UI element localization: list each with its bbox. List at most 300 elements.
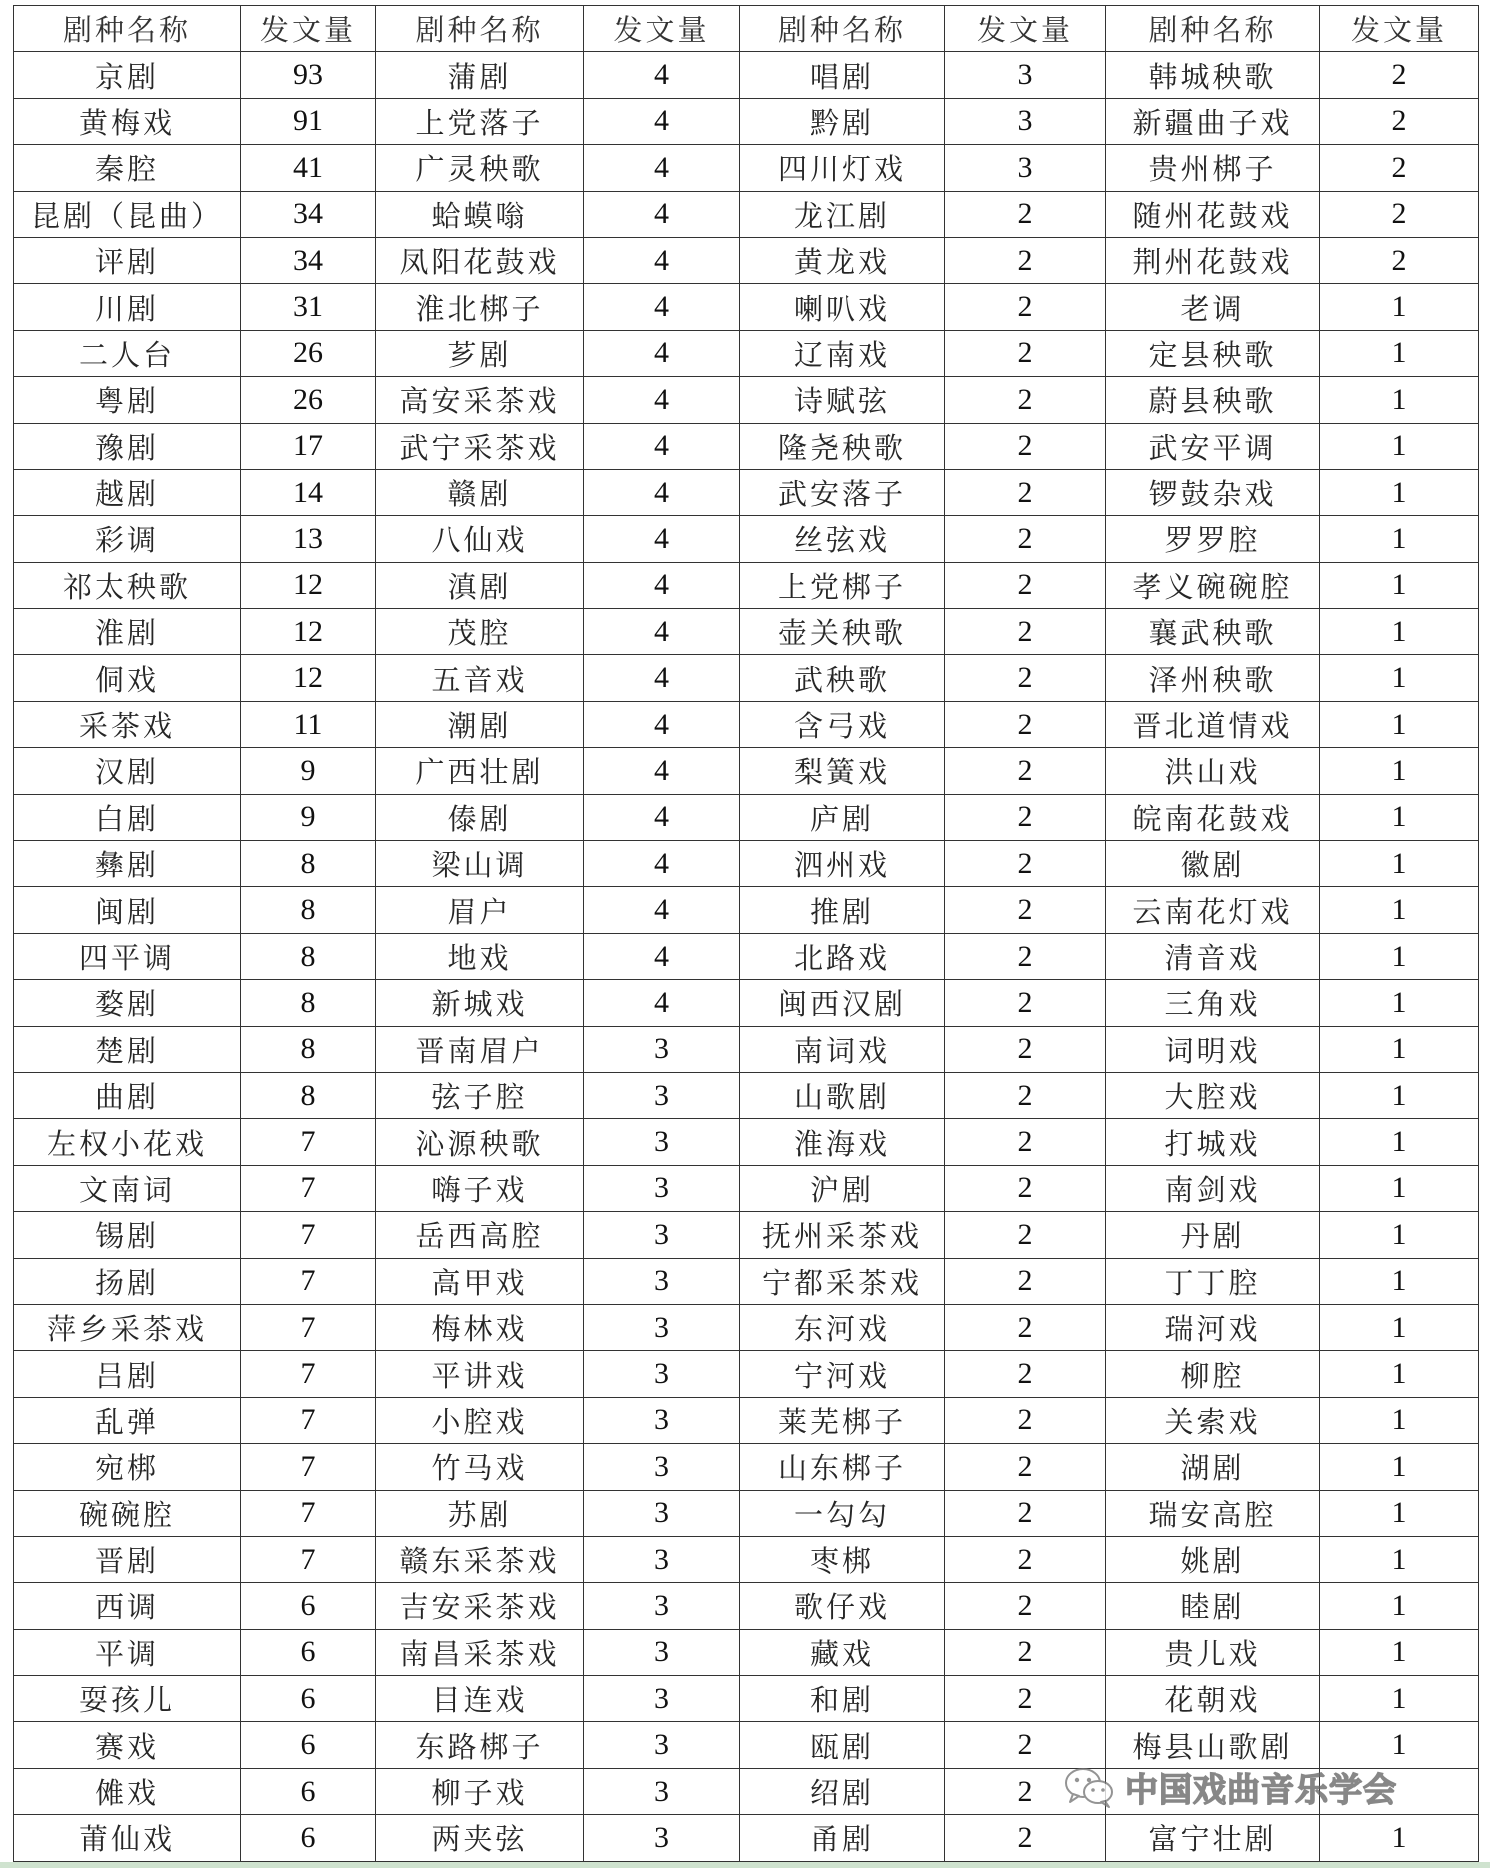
opera-name-cell: 丹剧 [1106, 1212, 1320, 1258]
opera-name-cell: 凤阳花鼓戏 [376, 237, 584, 283]
publication-count-cell: 2 [945, 469, 1106, 515]
publication-count-cell: 4 [584, 748, 740, 794]
opera-name-cell: 五音戏 [376, 655, 584, 701]
opera-name-cell: 曲剧 [14, 1072, 241, 1118]
opera-name-cell: 淮剧 [14, 609, 241, 655]
opera-name-cell: 一勾勾 [740, 1490, 945, 1536]
table-row [14, 1722, 1479, 1768]
opera-name-cell: 黔剧 [740, 98, 945, 144]
publication-count-cell: 2 [945, 562, 1106, 608]
publication-count-cell: 8 [241, 933, 376, 979]
publication-count-cell: 2 [1320, 98, 1479, 144]
publication-count-cell: 3 [584, 1722, 740, 1768]
publication-count-cell: 1 [1320, 330, 1479, 376]
opera-name-cell: 目连戏 [376, 1676, 584, 1722]
publication-count-cell: 2 [945, 748, 1106, 794]
table-body [14, 52, 1479, 1861]
table-row [14, 330, 1479, 376]
opera-name-cell: 豫剧 [14, 423, 241, 469]
opera-name-cell: 地戏 [376, 933, 584, 979]
publication-count-cell: 3 [584, 1768, 740, 1814]
publication-count-cell: 1 [1320, 284, 1479, 330]
publication-count-cell: 7 [241, 1536, 376, 1582]
publication-count-cell: 8 [241, 841, 376, 887]
opera-name-cell: 彩调 [14, 516, 241, 562]
publication-count-cell: 1 [1320, 562, 1479, 608]
publication-count-cell: 2 [945, 1026, 1106, 1072]
publication-count-cell: 1 [1320, 1304, 1479, 1350]
publication-count-cell: 4 [584, 701, 740, 747]
opera-name-cell: 京剧 [14, 52, 241, 98]
opera-publication-table [13, 5, 1479, 1862]
opera-name-cell: 文南词 [14, 1165, 241, 1211]
publication-count-cell: 1 [1320, 1351, 1479, 1397]
opera-name-cell: 南剑戏 [1106, 1165, 1320, 1211]
opera-name-cell: 沁源秧歌 [376, 1119, 584, 1165]
publication-count-cell: 1 [1320, 1676, 1479, 1722]
opera-name-cell: 关索戏 [1106, 1397, 1320, 1443]
opera-name-cell: 锡剧 [14, 1212, 241, 1258]
opera-name-cell: 南词戏 [740, 1026, 945, 1072]
publication-count-cell: 2 [945, 609, 1106, 655]
publication-count-cell: 6 [241, 1768, 376, 1814]
opera-name-cell: 赣剧 [376, 469, 584, 515]
opera-name-cell: 丝弦戏 [740, 516, 945, 562]
opera-name-cell: 晋北道情戏 [1106, 701, 1320, 747]
opera-name-cell: 傩戏 [14, 1768, 241, 1814]
opera-name-cell: 楚剧 [14, 1026, 241, 1072]
publication-count-cell: 2 [945, 1119, 1106, 1165]
publication-count-cell: 1 [1320, 1722, 1479, 1768]
table-row [14, 1536, 1479, 1582]
table-row [14, 1583, 1479, 1629]
table-row [14, 841, 1479, 887]
publication-count-cell: 4 [584, 191, 740, 237]
opera-name-cell: 晋剧 [14, 1536, 241, 1582]
publication-count-cell: 1 [1320, 1490, 1479, 1536]
publication-count-cell: 2 [945, 284, 1106, 330]
publication-count-cell: 7 [241, 1397, 376, 1443]
publication-count-cell: 4 [584, 52, 740, 98]
opera-name-cell: 三角戏 [1106, 980, 1320, 1026]
opera-name-cell: 岳西高腔 [376, 1212, 584, 1258]
publication-count-cell: 7 [241, 1119, 376, 1165]
publication-count-cell [1320, 1768, 1479, 1814]
opera-name-cell: 瑞河戏 [1106, 1304, 1320, 1350]
opera-name-cell: 武安落子 [740, 469, 945, 515]
table-row [14, 1258, 1479, 1304]
publication-count-cell: 1 [1320, 794, 1479, 840]
publication-count-cell: 4 [584, 841, 740, 887]
opera-name-cell: 新城戏 [376, 980, 584, 1026]
publication-count-cell: 41 [241, 145, 376, 191]
opera-name-cell: 茂腔 [376, 609, 584, 655]
opera-name-cell: 白剧 [14, 794, 241, 840]
opera-name-cell: 徽剧 [1106, 841, 1320, 887]
opera-name-cell: 川剧 [14, 284, 241, 330]
publication-count-cell: 2 [945, 1676, 1106, 1722]
opera-name-cell: 越剧 [14, 469, 241, 515]
opera-name-cell: 湖剧 [1106, 1444, 1320, 1490]
table-row [14, 1444, 1479, 1490]
publication-count-cell: 1 [1320, 609, 1479, 655]
publication-count-cell: 2 [945, 377, 1106, 423]
publication-count-cell: 26 [241, 330, 376, 376]
publication-count-cell: 1 [1320, 1444, 1479, 1490]
publication-count-cell: 4 [584, 423, 740, 469]
publication-count-cell: 3 [584, 1304, 740, 1350]
opera-name-cell: 婺剧 [14, 980, 241, 1026]
opera-name-cell: 吕剧 [14, 1351, 241, 1397]
publication-count-cell: 1 [1320, 701, 1479, 747]
opera-name-cell: 甬剧 [740, 1815, 945, 1861]
publication-count-cell: 3 [584, 1165, 740, 1211]
table-row [14, 1212, 1479, 1258]
publication-count-cell: 3 [584, 1119, 740, 1165]
publication-count-cell: 3 [584, 1026, 740, 1072]
publication-count-cell: 7 [241, 1304, 376, 1350]
publication-count-cell: 3 [584, 1444, 740, 1490]
publication-count-cell: 9 [241, 794, 376, 840]
opera-name-cell: 嗨子戏 [376, 1165, 584, 1211]
publication-count-cell: 3 [584, 1583, 740, 1629]
publication-count-cell: 3 [584, 1815, 740, 1861]
publication-count-cell: 1 [1320, 655, 1479, 701]
publication-count-cell: 1 [1320, 377, 1479, 423]
publication-count-cell: 2 [945, 1768, 1106, 1814]
publication-count-cell: 13 [241, 516, 376, 562]
table-row [14, 933, 1479, 979]
publication-count-cell: 2 [1320, 52, 1479, 98]
publication-count-cell: 3 [584, 1676, 740, 1722]
opera-name-cell: 宁都采茶戏 [740, 1258, 945, 1304]
opera-name-cell: 上党落子 [376, 98, 584, 144]
publication-count-cell: 31 [241, 284, 376, 330]
opera-name-cell: 高甲戏 [376, 1258, 584, 1304]
publication-count-cell: 6 [241, 1815, 376, 1861]
publication-count-cell: 2 [945, 1165, 1106, 1211]
opera-name-cell: 打城戏 [1106, 1119, 1320, 1165]
opera-name-cell: 武安平调 [1106, 423, 1320, 469]
opera-name-cell: 荆州花鼓戏 [1106, 237, 1320, 283]
publication-count-cell: 2 [945, 516, 1106, 562]
publication-count-cell: 2 [945, 980, 1106, 1026]
opera-name-cell: 喇叭戏 [740, 284, 945, 330]
publication-count-cell: 17 [241, 423, 376, 469]
publication-count-cell: 3 [584, 1397, 740, 1443]
opera-name-cell: 孝义碗碗腔 [1106, 562, 1320, 608]
publication-count-cell: 4 [584, 516, 740, 562]
publication-count-cell: 4 [584, 794, 740, 840]
table-row [14, 1351, 1479, 1397]
opera-name-cell: 采茶戏 [14, 701, 241, 747]
opera-name-cell: 赛戏 [14, 1722, 241, 1768]
publication-count-cell: 2 [945, 1072, 1106, 1118]
opera-name-cell: 姚剧 [1106, 1536, 1320, 1582]
publication-count-cell: 4 [584, 469, 740, 515]
publication-count-cell: 9 [241, 748, 376, 794]
publication-count-cell: 6 [241, 1583, 376, 1629]
opera-name-cell: 弦子腔 [376, 1072, 584, 1118]
opera-name-cell: 辽南戏 [740, 330, 945, 376]
opera-name-cell: 抚州采茶戏 [740, 1212, 945, 1258]
opera-name-cell: 小腔戏 [376, 1397, 584, 1443]
opera-name-cell: 傣剧 [376, 794, 584, 840]
publication-count-cell: 3 [584, 1536, 740, 1582]
publication-count-cell: 2 [945, 887, 1106, 933]
opera-name-cell: 平调 [14, 1629, 241, 1675]
table-row [14, 701, 1479, 747]
publication-count-cell: 2 [945, 1444, 1106, 1490]
opera-name-cell: 含弓戏 [740, 701, 945, 747]
opera-name-cell: 宁河戏 [740, 1351, 945, 1397]
table-row [14, 284, 1479, 330]
opera-name-cell: 上党梆子 [740, 562, 945, 608]
publication-count-cell: 34 [241, 191, 376, 237]
publication-count-cell: 8 [241, 1026, 376, 1072]
publication-count-cell: 3 [584, 1212, 740, 1258]
publication-count-cell: 91 [241, 98, 376, 144]
publication-count-cell: 1 [1320, 1629, 1479, 1675]
publication-count-cell: 2 [945, 1536, 1106, 1582]
opera-name-cell: 山歌剧 [740, 1072, 945, 1118]
opera-name-cell: 闽剧 [14, 887, 241, 933]
publication-count-cell: 1 [1320, 1397, 1479, 1443]
opera-name-cell: 泽州秧歌 [1106, 655, 1320, 701]
opera-name-cell: 瑞安高腔 [1106, 1490, 1320, 1536]
opera-name-cell: 定县秧歌 [1106, 330, 1320, 376]
watermark-text: 中国戏曲音乐学会 [1125, 1769, 1397, 1809]
opera-name-cell: 随州花鼓戏 [1106, 191, 1320, 237]
opera-name-cell: 歌仔戏 [740, 1583, 945, 1629]
opera-name-cell: 贵儿戏 [1106, 1629, 1320, 1675]
opera-name-cell: 韩城秧歌 [1106, 52, 1320, 98]
publication-count-cell: 1 [1320, 1258, 1479, 1304]
opera-name-cell: 梅县山歌剧 [1106, 1722, 1320, 1768]
opera-name-cell: 晋南眉户 [376, 1026, 584, 1072]
opera-name-cell: 二人台 [14, 330, 241, 376]
publication-count-cell: 2 [945, 1490, 1106, 1536]
opera-name-cell: 丁丁腔 [1106, 1258, 1320, 1304]
publication-count-cell: 4 [584, 609, 740, 655]
opera-name-cell: 竹马戏 [376, 1444, 584, 1490]
opera-name-cell: 四平调 [14, 933, 241, 979]
publication-count-cell: 2 [945, 1815, 1106, 1861]
opera-name-cell: 秦腔 [14, 145, 241, 191]
publication-count-cell: 3 [584, 1629, 740, 1675]
publication-count-cell: 1 [1320, 1815, 1479, 1861]
publication-count-cell: 12 [241, 562, 376, 608]
publication-count-cell: 2 [1320, 237, 1479, 283]
opera-name-cell: 广西壮剧 [376, 748, 584, 794]
opera-name-cell: 四川灯戏 [740, 145, 945, 191]
publication-count-cell: 1 [1320, 841, 1479, 887]
opera-name-cell: 彝剧 [14, 841, 241, 887]
opera-name-cell: 柳子戏 [376, 1768, 584, 1814]
publication-count-cell: 2 [945, 933, 1106, 979]
opera-name-cell: 泗州戏 [740, 841, 945, 887]
opera-name-cell: 富宁壮剧 [1106, 1815, 1320, 1861]
opera-name-cell: 推剧 [740, 887, 945, 933]
table-row [14, 887, 1479, 933]
publication-count-cell: 4 [584, 655, 740, 701]
opera-name-cell: 梨簧戏 [740, 748, 945, 794]
opera-name-cell: 北路戏 [740, 933, 945, 979]
publication-count-cell: 1 [1320, 980, 1479, 1026]
opera-name-cell: 东河戏 [740, 1304, 945, 1350]
table-row [14, 1026, 1479, 1072]
publication-count-cell: 34 [241, 237, 376, 283]
opera-name-cell: 莱芜梆子 [740, 1397, 945, 1443]
table-row [14, 237, 1479, 283]
opera-name-cell: 吉安采茶戏 [376, 1583, 584, 1629]
table-row [14, 1165, 1479, 1211]
publication-count-cell: 4 [584, 980, 740, 1026]
opera-name-cell: 宛梆 [14, 1444, 241, 1490]
publication-count-cell: 8 [241, 980, 376, 1026]
opera-name-cell: 蒲剧 [376, 52, 584, 98]
publication-count-cell: 4 [584, 98, 740, 144]
publication-count-cell: 2 [945, 330, 1106, 376]
table-row [14, 1304, 1479, 1350]
publication-count-cell: 1 [1320, 1165, 1479, 1211]
opera-name-cell: 侗戏 [14, 655, 241, 701]
publication-count-cell: 3 [584, 1351, 740, 1397]
publication-count-cell: 6 [241, 1722, 376, 1768]
table-row [14, 1629, 1479, 1675]
opera-name-cell: 莆仙戏 [14, 1815, 241, 1861]
opera-name-cell: 贵州梆子 [1106, 145, 1320, 191]
publication-count-cell: 7 [241, 1165, 376, 1211]
opera-name-cell: 沪剧 [740, 1165, 945, 1211]
header-opera-name: 剧种名称 [740, 6, 945, 52]
publication-count-cell: 2 [945, 1629, 1106, 1675]
publication-count-cell: 2 [945, 1722, 1106, 1768]
header-opera-name: 剧种名称 [1106, 6, 1320, 52]
table-row [14, 609, 1479, 655]
opera-name-cell: 柳腔 [1106, 1351, 1320, 1397]
table-row [14, 469, 1479, 515]
opera-name-cell: 苏剧 [376, 1490, 584, 1536]
publication-count-cell: 3 [584, 1490, 740, 1536]
opera-name-cell: 左权小花戏 [14, 1119, 241, 1165]
table-row [14, 1815, 1479, 1861]
opera-name-cell: 瓯剧 [740, 1722, 945, 1768]
opera-name-cell: 梁山调 [376, 841, 584, 887]
publication-count-cell: 7 [241, 1444, 376, 1490]
opera-name-cell: 皖南花鼓戏 [1106, 794, 1320, 840]
publication-count-cell: 3 [945, 145, 1106, 191]
publication-count-cell: 2 [945, 191, 1106, 237]
publication-count-cell: 3 [584, 1258, 740, 1304]
publication-count-cell: 6 [241, 1629, 376, 1675]
publication-count-cell: 2 [945, 794, 1106, 840]
publication-count-cell: 3 [584, 1072, 740, 1118]
opera-name-cell: 云南花灯戏 [1106, 887, 1320, 933]
opera-name-cell: 洪山戏 [1106, 748, 1320, 794]
header-opera-name: 剧种名称 [376, 6, 584, 52]
opera-name-cell: 庐剧 [740, 794, 945, 840]
opera-name-cell: 罗罗腔 [1106, 516, 1320, 562]
opera-name-cell: 淮海戏 [740, 1119, 945, 1165]
publication-count-cell: 4 [584, 237, 740, 283]
opera-name-cell: 赣东采茶戏 [376, 1536, 584, 1582]
publication-count-cell: 1 [1320, 1026, 1479, 1072]
publication-count-cell: 2 [1320, 191, 1479, 237]
opera-name-cell: 淮北梆子 [376, 284, 584, 330]
publication-count-cell: 1 [1320, 748, 1479, 794]
publication-count-cell: 8 [241, 887, 376, 933]
publication-count-cell: 7 [241, 1351, 376, 1397]
publication-count-cell: 7 [241, 1258, 376, 1304]
table-row [14, 794, 1479, 840]
opera-name-cell: 武秧歌 [740, 655, 945, 701]
opera-name-cell: 藏戏 [740, 1629, 945, 1675]
table-row [14, 98, 1479, 144]
opera-name-cell: 八仙戏 [376, 516, 584, 562]
opera-name-cell: 扬剧 [14, 1258, 241, 1304]
publication-count-cell: 2 [945, 1304, 1106, 1350]
table-row [14, 1768, 1479, 1814]
publication-count-cell: 1 [1320, 1583, 1479, 1629]
header-publication-count: 发文量 [241, 6, 376, 52]
publication-count-cell: 12 [241, 609, 376, 655]
publication-count-cell: 2 [945, 655, 1106, 701]
opera-name-cell [1106, 1768, 1320, 1814]
table-row [14, 980, 1479, 1026]
table-row [14, 423, 1479, 469]
opera-name-cell: 西调 [14, 1583, 241, 1629]
opera-name-cell: 碗碗腔 [14, 1490, 241, 1536]
publication-count-cell: 4 [584, 330, 740, 376]
opera-name-cell: 壶关秧歌 [740, 609, 945, 655]
table-row [14, 52, 1479, 98]
opera-name-cell: 耍孩儿 [14, 1676, 241, 1722]
publication-count-cell: 8 [241, 1072, 376, 1118]
table-row [14, 655, 1479, 701]
opera-name-cell: 大腔戏 [1106, 1072, 1320, 1118]
publication-count-cell: 4 [584, 284, 740, 330]
publication-count-cell: 3 [945, 98, 1106, 144]
opera-name-cell: 蔚县秧歌 [1106, 377, 1320, 423]
publication-count-cell: 4 [584, 887, 740, 933]
publication-count-cell: 4 [584, 377, 740, 423]
opera-name-cell: 广灵秧歌 [376, 145, 584, 191]
bottom-divider [0, 1862, 1490, 1868]
table-row [14, 1397, 1479, 1443]
opera-name-cell: 黄梅戏 [14, 98, 241, 144]
publication-count-cell: 1 [1320, 1072, 1479, 1118]
opera-name-cell: 新疆曲子戏 [1106, 98, 1320, 144]
publication-count-cell: 1 [1320, 933, 1479, 979]
opera-name-cell: 清音戏 [1106, 933, 1320, 979]
opera-name-cell: 词明戏 [1106, 1026, 1320, 1072]
opera-name-cell: 睦剧 [1106, 1583, 1320, 1629]
table-row [14, 1119, 1479, 1165]
table-row [14, 562, 1479, 608]
header-publication-count: 发文量 [584, 6, 740, 52]
opera-name-cell: 祁太秧歌 [14, 562, 241, 608]
opera-name-cell: 黄龙戏 [740, 237, 945, 283]
publication-count-cell: 2 [945, 423, 1106, 469]
publication-count-cell: 4 [584, 145, 740, 191]
publication-count-cell: 4 [584, 933, 740, 979]
publication-count-cell: 11 [241, 701, 376, 747]
table-row [14, 748, 1479, 794]
publication-count-cell: 93 [241, 52, 376, 98]
opera-name-cell: 龙江剧 [740, 191, 945, 237]
opera-name-cell: 昆剧（昆曲） [14, 191, 241, 237]
